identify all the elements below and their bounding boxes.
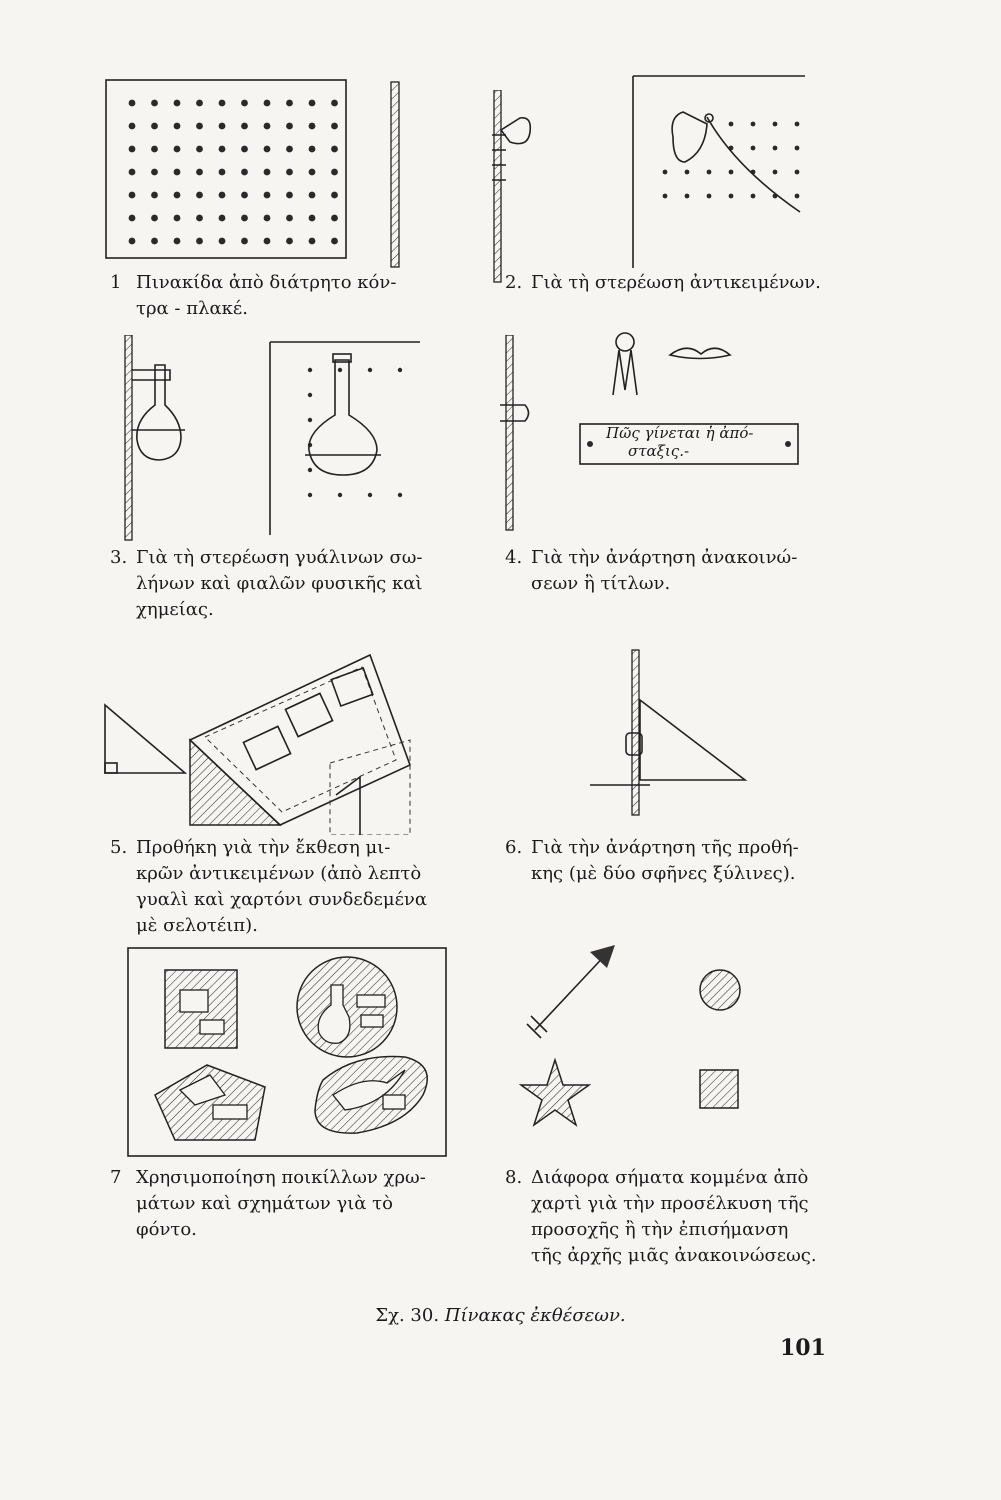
caption-3: 3. Γιὰ τὴ στερέωση γυάλινων σω- λήνων καὶ φιαλῶν φυσικῆς καὶ χημείας.: [110, 547, 423, 620]
figure-4-notice-side-view: [490, 335, 550, 535]
figure-5-display-case: [100, 645, 450, 835]
caption-7: 7 Χρησιμοποίηση ποικίλλων χρω- μάτων καὶ σχημάτων γιὰ τὸ φόντο.: [110, 1167, 426, 1240]
figure-1-perforated-board: [100, 75, 360, 265]
notice-text-line-1: Πῶς γίνεται ἡ ἀπό-: [606, 424, 754, 442]
figure-caption: [0, 1305, 1001, 1326]
caption-1: 1 Πινακίδα ἀπὸ διάτρητο κόν- τρα - πλακέ.: [110, 272, 397, 319]
notice-text-line-2: σταξις.-: [628, 442, 690, 460]
caption-8: 8. Διάφορα σήματα κομμένα ἀπὸ χαρτὶ γιὰ τὴν προσέλκυση τῆς προσοχῆς ἢ τὴν ἐπισήμανση τῆς ἀρχῆς μιᾶς ἀνακοινώσεως.: [505, 1167, 817, 1266]
figure-4-hooks: [605, 330, 785, 410]
page-number: 101: [780, 1335, 826, 1361]
caption-2: 2. Γιὰ τὴ στερέωση ἀντικειμένων.: [505, 272, 821, 293]
caption-5: 5. Προθήκη γιὰ τὴν ἔκθεση μι- κρῶν ἀντικειμένων (ἀπὸ λεπτὸ γυαλὶ καὶ χαρτόνι συνδεδεμένα μὲ σελοτέιπ).: [110, 837, 428, 936]
figure-4-notice-board: [578, 420, 803, 470]
figure-8-attention-signs: [515, 940, 765, 1130]
caption-6: 6. Γιὰ τὴν ἀνάρτηση τῆς προθή- κης (μὲ δύο σφῆνες ξύλινες).: [505, 837, 799, 884]
figure-caption-prefix: Σχ. 30.: [375, 1305, 440, 1326]
figure-3-flask-front-view: [265, 340, 425, 540]
figure-2-fastening-front-view: [625, 72, 810, 272]
figure-2-fastening-side-view: [480, 90, 550, 285]
figure-caption-title: Πίνακας ἐκθέσεων.: [444, 1305, 626, 1326]
figure-6-hanging-case: [590, 645, 760, 820]
figure-3-flask-side-view: [115, 335, 195, 545]
figure-7-background-shapes: [125, 945, 450, 1160]
caption-4: 4. Γιὰ τὴν ἀνάρτηση ἀνακοινώ- σεων ἢ τίτλων.: [505, 547, 798, 594]
figure-1-board-side-view: [385, 80, 405, 270]
